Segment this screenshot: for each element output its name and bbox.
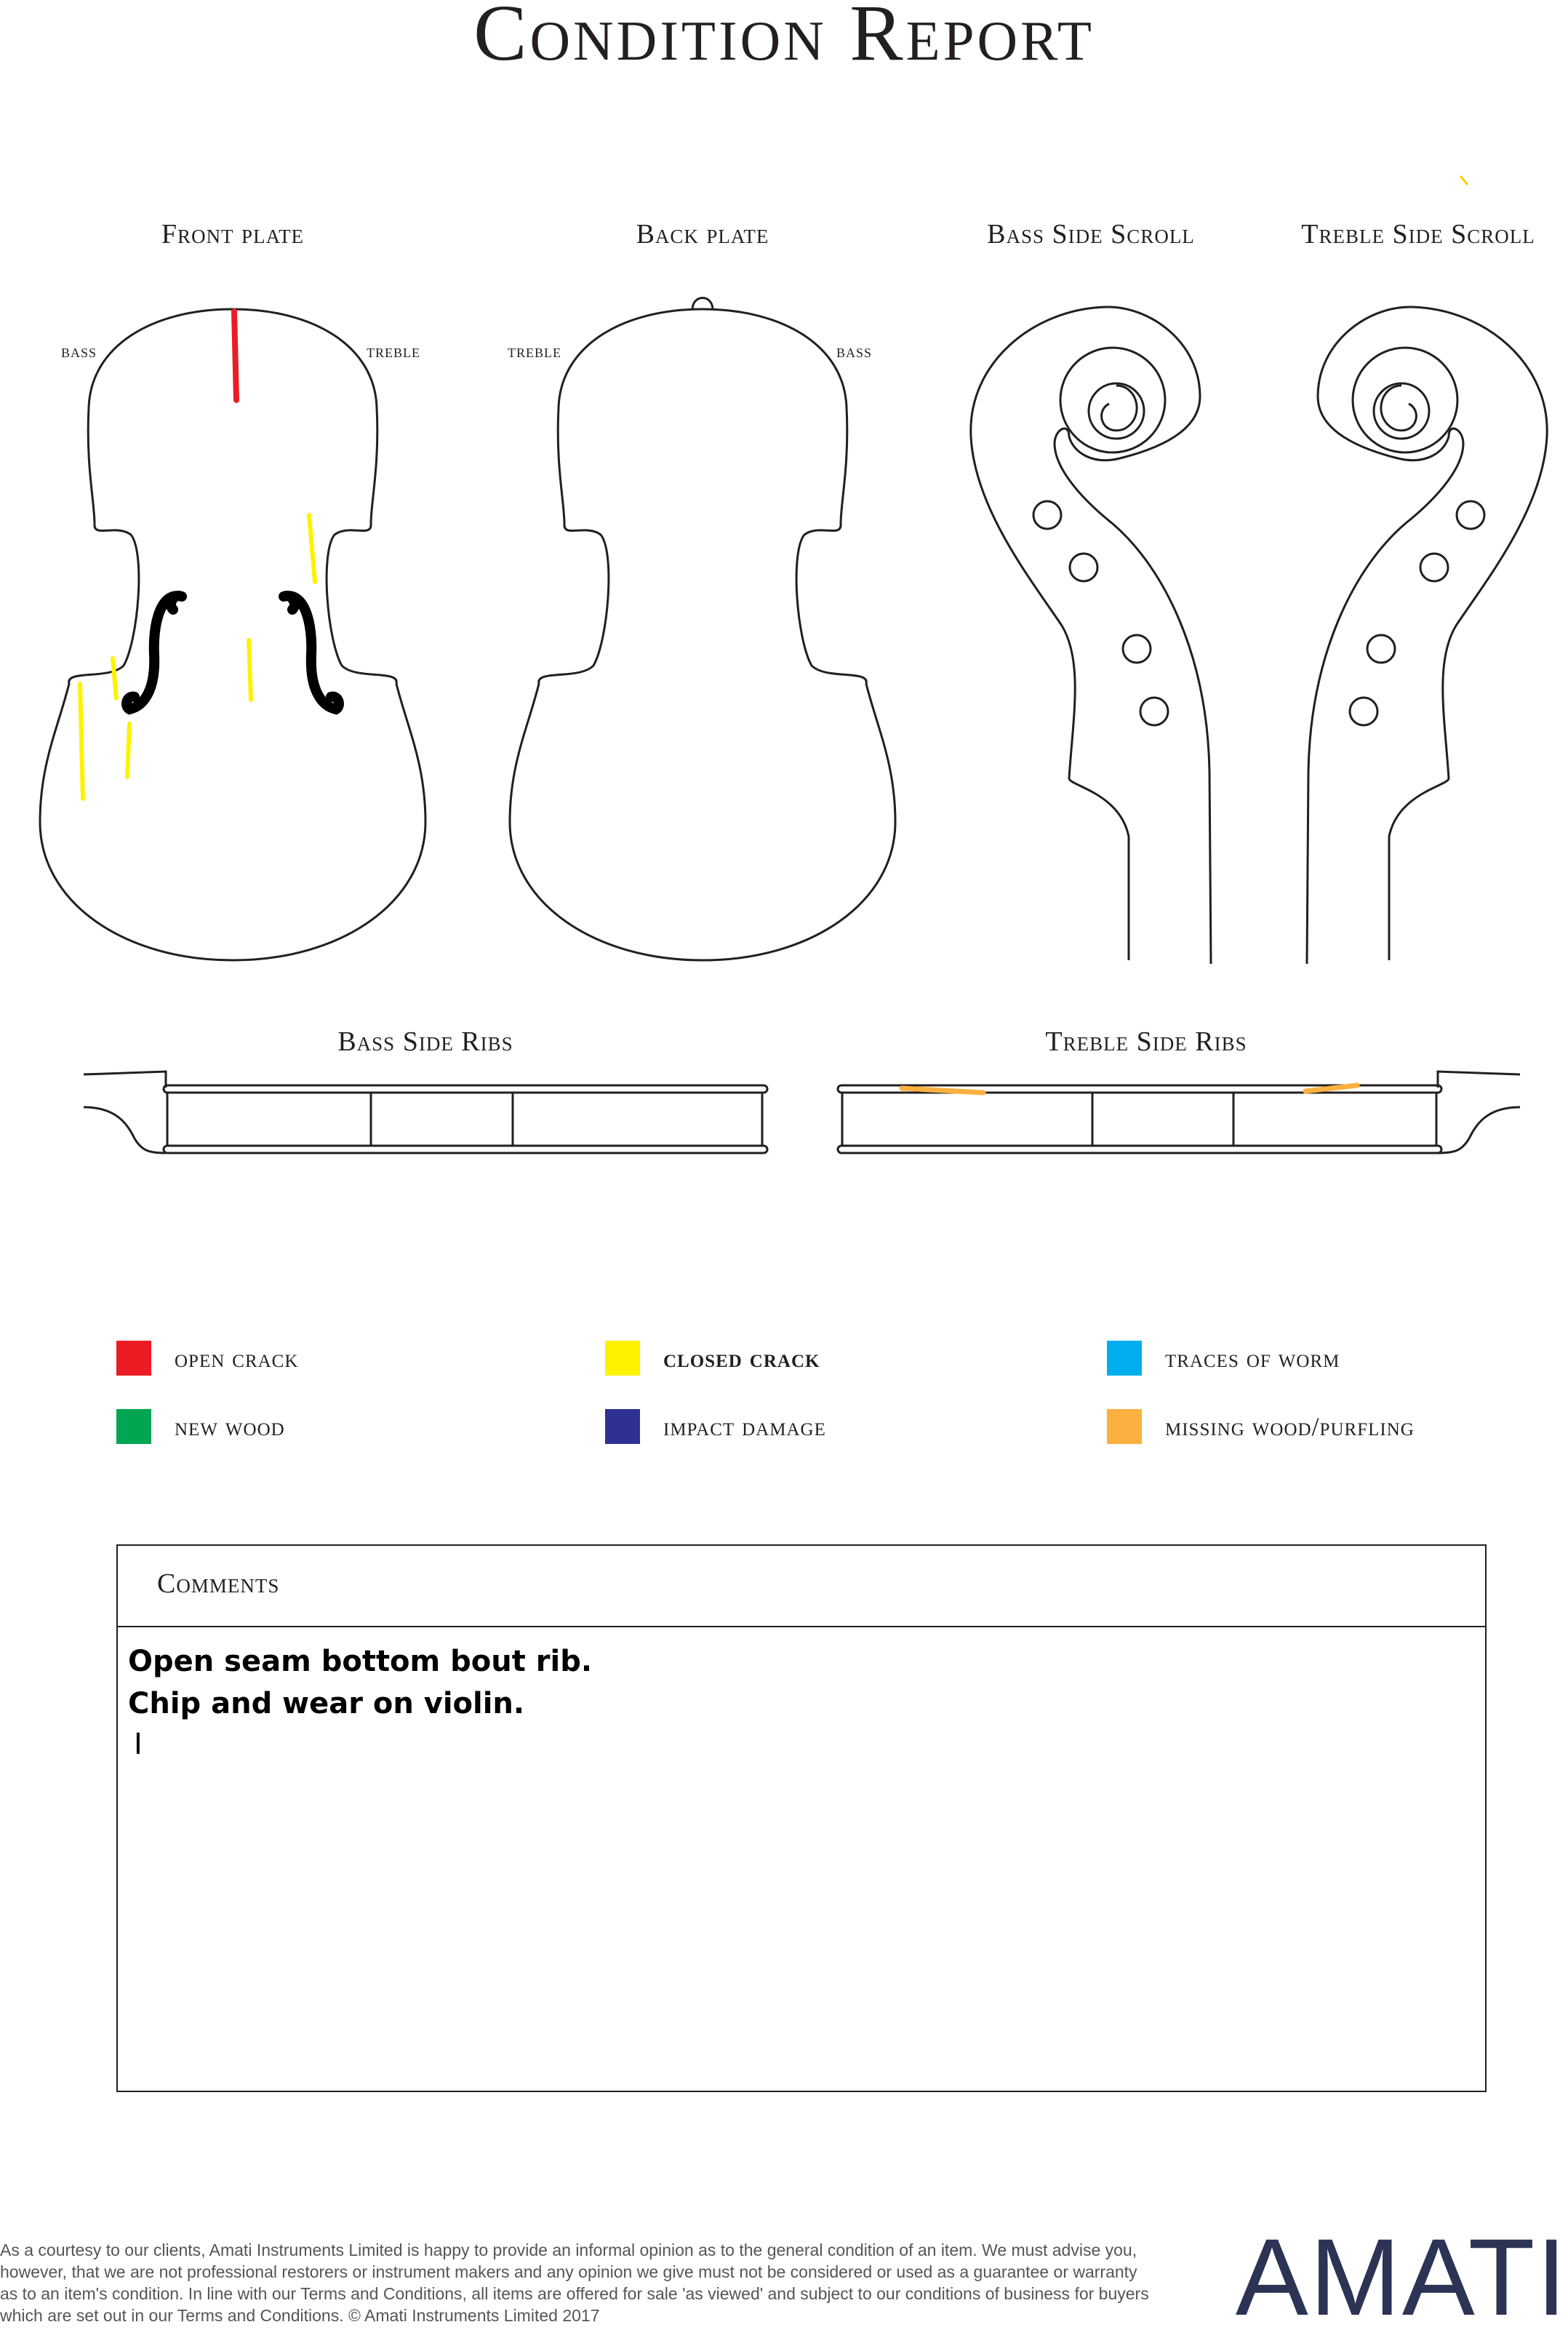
comments-heading: Comments [157, 1568, 280, 1599]
legend-closed-crack [605, 1339, 820, 1377]
closed-crack-mark [80, 684, 83, 799]
bass-ribs-drawing [84, 1072, 767, 1153]
right-f-hole [284, 596, 339, 709]
missing-wood-swatch [1107, 1409, 1142, 1444]
treble-side-ribs-label: Treble Side Ribs [1045, 1026, 1247, 1057]
legend-new-wood [116, 1408, 285, 1445]
front-plate-label: Front plate [161, 219, 305, 250]
back-treble-label: treble [508, 340, 561, 362]
impact-damage-swatch [605, 1409, 640, 1444]
amati-logo: AMATI [1235, 2216, 1568, 2338]
closed-crack-swatch [605, 1341, 640, 1376]
text-cursor: I [134, 1728, 143, 1761]
back-bass-label: bass [836, 340, 873, 362]
closed-crack-mark [113, 658, 116, 698]
bass-side-ribs-label: Bass Side Ribs [337, 1026, 513, 1057]
back-plate-outline [510, 309, 895, 960]
page-title: Condition Report [473, 0, 1095, 77]
comment-line[interactable]: Open seam bottom bout rib. [128, 1645, 593, 1678]
treble-ribs-drawing [838, 1072, 1520, 1153]
treble-side-scroll-label: Treble Side Scroll [1301, 219, 1535, 250]
open-crack-swatch [116, 1341, 151, 1376]
stray-mark [1460, 176, 1468, 185]
comments-box[interactable] [116, 1544, 1487, 2092]
bass-side-scroll-label: Bass Side Scroll [987, 219, 1195, 250]
closed-crack-mark [309, 515, 315, 582]
left-f-hole [127, 596, 182, 709]
open-crack-mark [234, 311, 236, 400]
legend-label: open crack [175, 1344, 299, 1373]
legend-traces-of-worm [1107, 1339, 1340, 1377]
legend-open-crack [116, 1339, 298, 1377]
closed-crack-mark [127, 724, 129, 777]
traces-of-worm-swatch [1107, 1341, 1142, 1376]
legend-label: traces of worm [1165, 1344, 1340, 1373]
front-plate-outline [40, 309, 425, 960]
legend-label: missing wood/purfling [1165, 1412, 1415, 1441]
legend-label: closed crack [663, 1344, 820, 1373]
legend-label: new wood [175, 1412, 285, 1441]
front-bass-label: bass [61, 340, 97, 362]
back-plate-label: Back plate [636, 219, 769, 250]
comments-header [118, 1546, 1485, 1627]
legend-missing-wood [1107, 1408, 1415, 1445]
front-treble-label: treble [367, 340, 420, 362]
closed-crack-mark [249, 640, 251, 700]
disclaimer-text: As a courtesy to our clients, Amati Instruments Limited is happy to provide an informal opinion as to the general condition of an item. We must advise you, however, that we are not professional restorers or instrument makers and any opinion we give must not be considered or used as a guarantee or warranty as to an item's condition. In line with our Terms and Conditions, all items are offered for sale 'as viewed' and subject to our conditions of business for buyers which are set out in our Terms and Conditions. © Amati Instruments Limited 2017 [0, 2241, 1149, 2325]
comment-line[interactable]: Chip and wear on violin. [128, 1687, 525, 1720]
legend-label: impact damage [663, 1412, 826, 1441]
legend-impact-damage [605, 1408, 826, 1445]
new-wood-swatch [116, 1409, 151, 1444]
treble-scroll-drawing [1307, 307, 1547, 964]
bass-scroll-drawing [971, 307, 1211, 964]
